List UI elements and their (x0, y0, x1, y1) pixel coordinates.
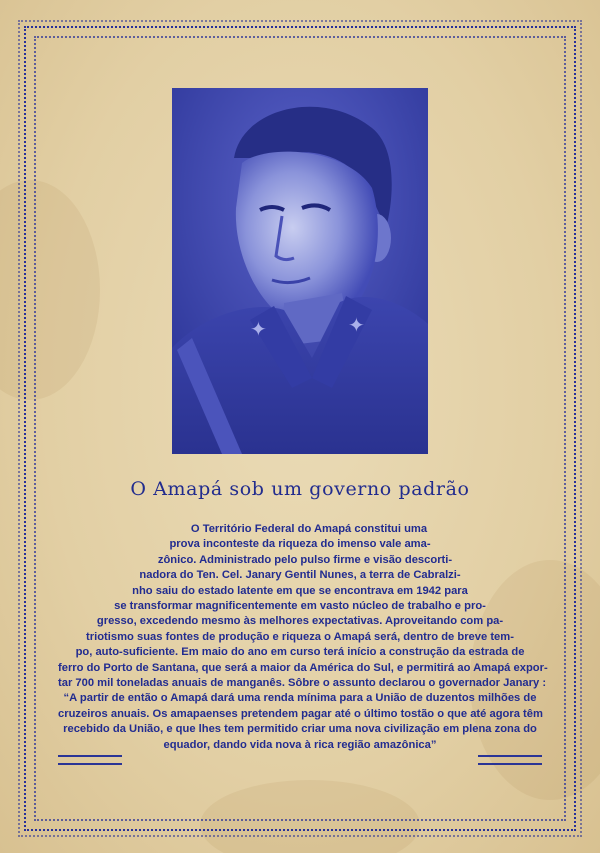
body-line: se transformar magnificentemente em vasto núcleo de trabalho e pro- (114, 600, 486, 613)
body-line: nho saiu do estado latente em que se encontrava em 1942 para (132, 584, 468, 597)
body-line: triotismo suas fontes de produção e riqueza o Amapá será, dentro de breve tem- (86, 630, 514, 643)
closing-rule-right (478, 755, 542, 765)
body-line: po, auto-suficiente. Em maio do ano em curso terá início a construção da estrada de (75, 646, 525, 659)
body-line: nadora do Ten. Cel. Janary Gentil Nunes, a terra de Cabralzi- (139, 569, 461, 582)
portrait-illustration (172, 88, 428, 454)
portrait-photo (172, 88, 428, 454)
body-line: ferro do Porto de Santana, que será a maior da América do Sul, e permitirá ao Amapá expor- (58, 661, 548, 674)
body-line: zônico. Administrado pelo pulso firme e visão descorti- (157, 553, 453, 566)
body-line: O Território Federal do Amapá constitui uma (190, 523, 428, 535)
body-line: tar 700 mil toneladas anuais de manganês. Sôbre o assunto declarou o governador Janary : (58, 677, 547, 690)
closing-rule-left (58, 755, 122, 765)
body-line: prova inconteste da riqueza do imenso vale ama- (169, 538, 431, 551)
body-line: “A partir de então o Amapá dará uma renda mínima para a União de duzentos milhões de (63, 692, 537, 705)
article-body (58, 522, 548, 753)
svg-text:✦: ✦ (348, 313, 365, 337)
body-line: recebido da União, e que lhes tem permitido criar uma nova civilização em plena zona do (63, 723, 537, 736)
body-line: cruzeiros anuais. Os amapaenses pretendem pagar até o último tostão o que até agora têm (58, 707, 543, 720)
body-line: equador, dando vida nova à rica região amazônica” (163, 738, 437, 751)
page-title: O Amapá sob um governo padrão (130, 478, 470, 500)
body-line: gresso, excedendo mesmo às melhores expectativas. Aproveitando com pa- (96, 615, 504, 628)
svg-text:✦: ✦ (250, 317, 267, 341)
